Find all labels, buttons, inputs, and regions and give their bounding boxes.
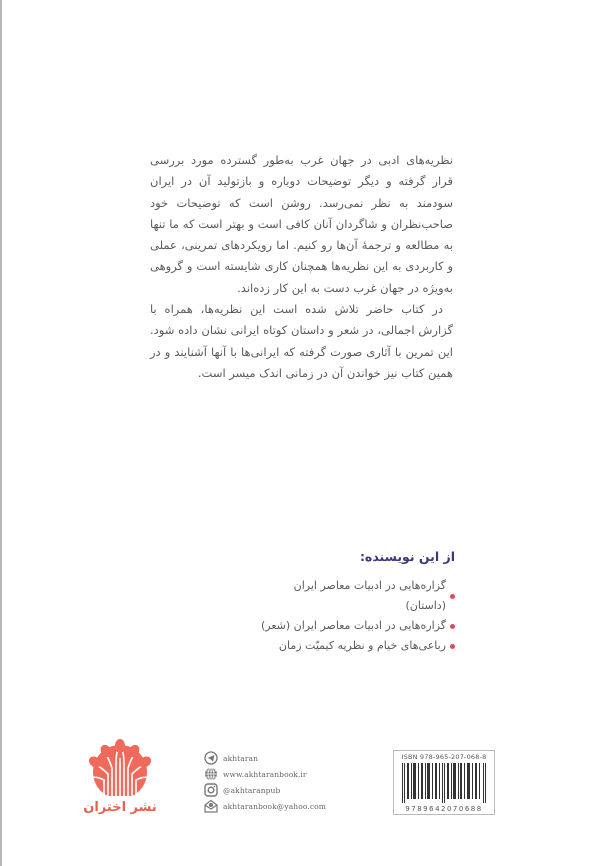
contact-text: akhtaran <box>223 753 259 763</box>
book-title: گزاره‌هایی در ادبیات معاصر ایران (شعر) <box>260 619 446 632</box>
publisher-logo <box>82 738 158 828</box>
blurb-paragraph-1: نظریه‌های ادبی در جهان غرب به‌طور گسترده مورد بررسی قرار گرفته و دیگر توضیحات دوباره و بازتولید آن در ایران سودمند به نظر نمی‌رسد. روشن است که توضیحات خود صاحب‌نظران و شاگردان آنان کافی است و بهتر است که ما تنها به مطالعه و ترجمهٔ آن‌ها رو کنیم. اما رویکردهای تمرینی، عملی و کاربردی به این نظریه‌ها همچنان کاری شایسته است و گروهی به‌ویژه در جهان غرب دست به این کار زده‌اند. <box>150 153 453 295</box>
book-title: رباعی‌های خیام و نظریه کیمیّت زمان <box>278 639 446 652</box>
contact-text: akhtaranbook@yahoo.com <box>223 801 326 811</box>
blurb-paragraph-2: در کتاب حاضر تلاش شده است این نظریه‌ها، همراه با گزارش اجمالی، در شعر و داستان کوتاه ایرانی نشان داده شود. این تمرین با آثاری صورت گرفته که ایرانی‌ها با آنها آشنایند و در همین کتاب نیز خواندن آن در زمانی اندک میسر است. <box>150 302 453 380</box>
barcode-bars <box>402 763 486 803</box>
isbn-label: ISBN 978-965-207-068-8 <box>401 753 487 761</box>
globe-icon <box>204 767 218 781</box>
contact-website <box>204 766 364 782</box>
list-item <box>255 576 455 616</box>
contact-email <box>204 798 364 814</box>
bullet-icon <box>450 594 455 599</box>
book-title: گزاره‌هایی در ادبیات معاصر ایران (داستان) <box>293 579 446 612</box>
contact-info <box>204 750 364 814</box>
telegram-icon <box>204 751 218 765</box>
barcode-digits: 9789642070688 <box>405 805 483 813</box>
by-author-section <box>255 548 455 656</box>
contact-text: www.akhtaranbook.ir <box>223 769 307 779</box>
list-item <box>255 636 455 656</box>
publisher-name: نشر اختران <box>83 800 157 815</box>
contact-instagram <box>204 782 364 798</box>
contact-text: @akhtaranpub <box>223 785 281 795</box>
isbn-barcode <box>393 750 495 815</box>
list-item <box>255 616 455 636</box>
bullet-icon <box>450 644 455 649</box>
instagram-icon <box>204 783 218 797</box>
cover-left-edge <box>0 0 2 866</box>
by-author-heading: از این نویسنده: <box>359 549 455 564</box>
publisher-flower-icon <box>82 738 158 800</box>
contact-telegram <box>204 750 364 766</box>
bullet-icon <box>450 624 455 629</box>
email-icon <box>204 799 218 813</box>
author-books-list <box>255 576 455 656</box>
blurb-text <box>150 150 453 384</box>
